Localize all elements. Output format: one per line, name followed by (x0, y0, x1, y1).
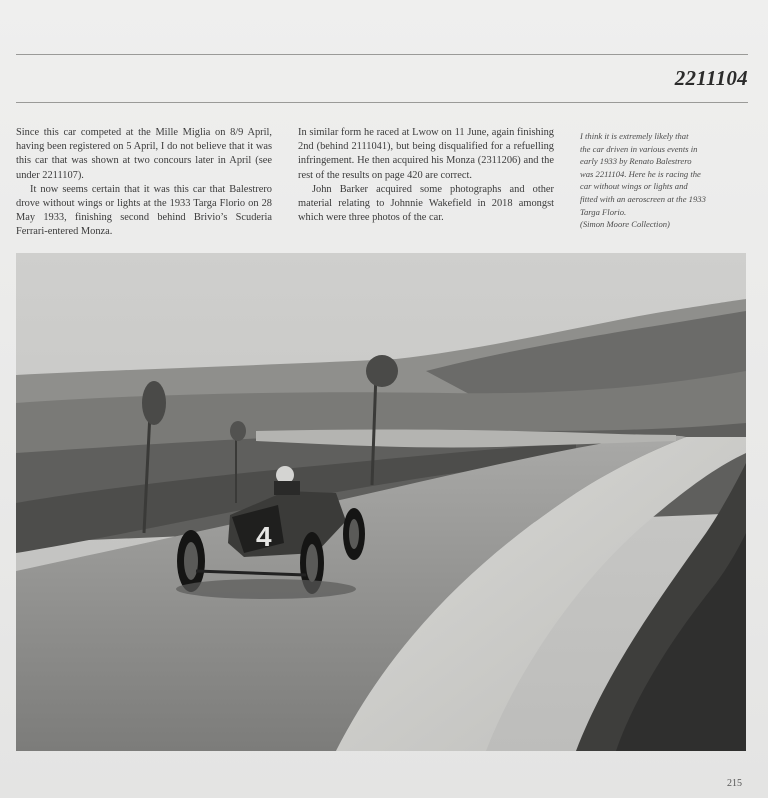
caption-line: fitted with an aeroscreen at the 1933 (580, 193, 706, 204)
caption-line: I think it is extremely likely that (580, 131, 689, 141)
top-rule (16, 54, 748, 55)
paragraph: John Barker acquired some photographs and other material relating to Johnnie Wakefield in 2018 amongst which were three photos of the car. (298, 183, 554, 224)
race-number: 4 (256, 521, 272, 552)
paragraph: Since this car competed at the Mille Miglia on 8/9 April, having been registered on 5 April, I do not believe that it was this car that was shown at two concours later in April (see under 2211107). (16, 127, 272, 181)
caption-line: Targa Florio. (580, 206, 627, 217)
caption-line: car without wings or lights and (580, 181, 688, 192)
chassis-number-heading: 2211104 (674, 66, 748, 90)
photo-caption (580, 130, 740, 231)
caption-credit: (Simon Moore Collection) (580, 219, 670, 230)
caption-line: was 2211104. Here he is racing the (580, 168, 701, 179)
heading-rule (16, 102, 748, 103)
car-shadow (176, 579, 356, 599)
caption-line: early 1933 by Renato Balestrero (580, 156, 692, 167)
text-column-2 (298, 126, 554, 225)
race-photo-illustration (16, 253, 746, 751)
caption-line: the car driven in various events in (580, 143, 698, 154)
paragraph: In similar form he raced at Lwow on 11 June, again finishing 2nd (behind 2111041), but being disqualified for a refuelling infringement. He then acquired his Monza (2311206) and the rest of the results on page 420 are correct. (298, 127, 554, 181)
race-photo (16, 253, 746, 751)
page-number: 215 (727, 778, 742, 789)
paragraph: It now seems certain that it was this car that Balestrero drove without wings or lights at the 1933 Targa Florio on 28 May 1933, finishing second behind Brivio’s Scuderia Ferrari-entered Monza. (16, 183, 272, 238)
text-column-1 (16, 126, 272, 240)
